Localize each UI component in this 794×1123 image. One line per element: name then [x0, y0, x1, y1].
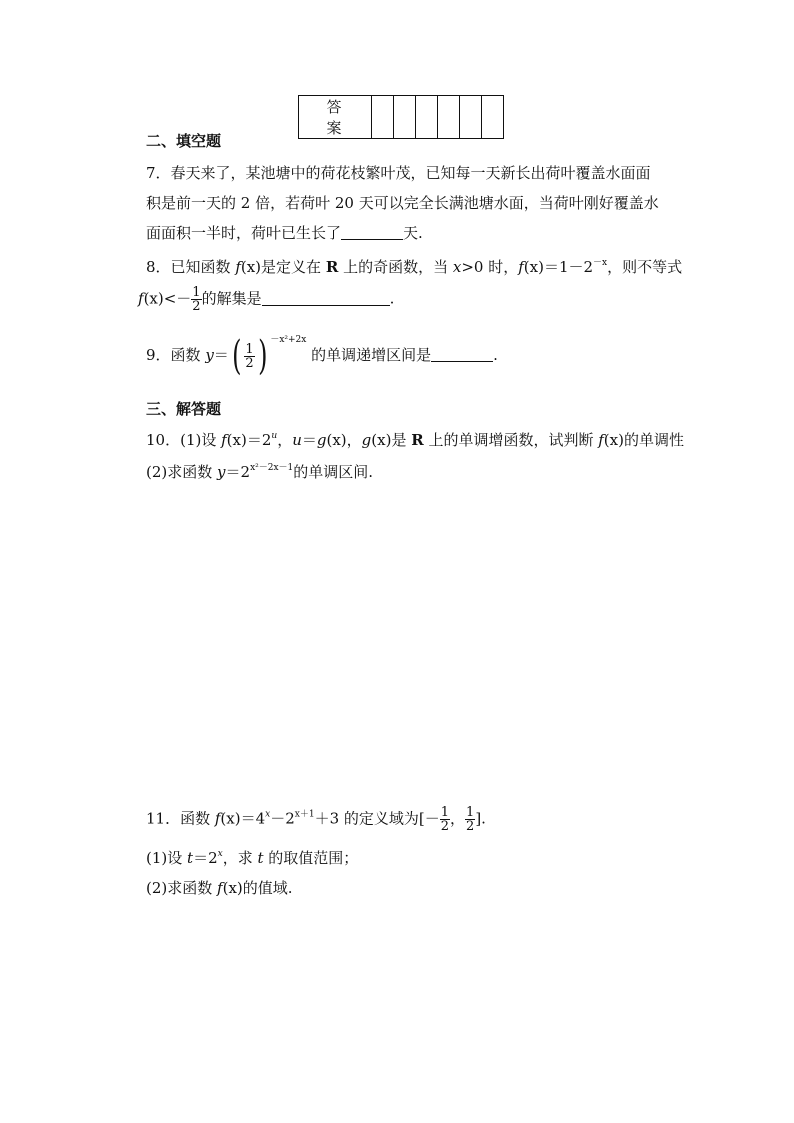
- fraction-numerator: 1: [245, 341, 254, 357]
- answer-cell[interactable]: [394, 96, 416, 139]
- q8-f: f: [235, 258, 241, 276]
- q10-text: ＝2: [225, 463, 251, 481]
- q7-line3-end: 天.: [403, 224, 423, 242]
- q11-text: ＋3 的定义域为[－: [314, 809, 440, 828]
- q8-fx: (x): [523, 258, 544, 276]
- fraction-denominator: 2: [245, 355, 254, 371]
- q8-text: 的解集是: [201, 289, 262, 308]
- left-paren-icon: (: [231, 333, 242, 379]
- right-paren-icon: ): [257, 333, 268, 379]
- q8-text: ，则不等式: [607, 258, 683, 276]
- answer-cell[interactable]: [372, 96, 394, 139]
- q8-text: 是定义在: [261, 258, 326, 276]
- q7-line3-text: 面面积一半时，荷叶已生长了: [146, 224, 342, 242]
- q11-text: (x)＝4: [220, 809, 266, 828]
- fraction-numerator: 1: [440, 805, 450, 820]
- q8-text: .: [389, 289, 395, 308]
- q9-fraction: [244, 343, 254, 370]
- q11-exponent: x: [217, 849, 223, 859]
- q9-answer-blank[interactable]: [431, 347, 493, 362]
- q10-text: 上的单调增函数，试判断: [423, 431, 599, 449]
- answer-table: [298, 95, 504, 139]
- q7-line1: 7．春天来了，某池塘中的荷花枝繁叶茂，已知每一天新长出荷叶覆盖水面面: [146, 164, 651, 182]
- q8-answer-blank[interactable]: [262, 291, 390, 306]
- q11-text: 11．函数: [146, 809, 215, 828]
- q10-text: 的单调区间.: [293, 463, 374, 481]
- q11-text: ＝2: [193, 849, 218, 867]
- q8-line1: [146, 256, 682, 277]
- q10-f: f: [221, 431, 227, 449]
- answer-cell[interactable]: [460, 96, 482, 139]
- q10-text: ＝: [301, 431, 317, 449]
- q11-f: f: [214, 809, 221, 828]
- q8-text: (x)<－: [143, 289, 192, 308]
- q11-text: 的取值范围；: [263, 849, 359, 867]
- q11-text: ，: [450, 809, 466, 828]
- q8-text: ＝1－2: [543, 258, 594, 276]
- q11-fraction: [440, 806, 450, 833]
- q7-answer-blank[interactable]: [341, 225, 403, 240]
- q11-t: t: [257, 849, 264, 867]
- answer-label: 答 案: [299, 96, 372, 139]
- q11-t: t: [187, 849, 194, 867]
- q11-fraction: [465, 806, 475, 833]
- q11-line2: [146, 847, 358, 868]
- q11-line3: [146, 877, 293, 898]
- fraction-numerator: 1: [466, 805, 475, 820]
- q11-exponent: x: [265, 809, 271, 820]
- q9-paren-fraction: [229, 333, 271, 379]
- q10-u: u: [292, 431, 302, 449]
- q8-f: f: [518, 258, 524, 276]
- q10-text: (x)是: [371, 431, 412, 449]
- q9-exponent: －x²+2x: [270, 335, 307, 345]
- q11-text: ].: [475, 809, 486, 828]
- q10-text: (x)＝2: [226, 431, 272, 449]
- q10-text: (x)的单调性: [603, 431, 684, 449]
- q10-line1: [146, 429, 684, 450]
- q10-g: g: [361, 431, 372, 449]
- q11-f: f: [217, 879, 223, 897]
- q11-text: －2: [270, 809, 295, 828]
- fraction-denominator: 2: [192, 299, 201, 314]
- q8-text: 上的奇函数，当: [338, 258, 453, 276]
- q10-R: R: [411, 431, 424, 449]
- q8-text: 8．已知函数: [146, 258, 236, 276]
- q10-text: (2)求函数: [146, 463, 218, 481]
- q11-text: ，求: [222, 849, 258, 867]
- q8-fx: (x): [240, 258, 262, 276]
- q8-f: f: [138, 289, 144, 308]
- q9-text: 9．函数: [146, 346, 206, 364]
- q10-text: (x)，: [326, 431, 362, 449]
- q11-line1: [146, 806, 486, 833]
- q10-y: y: [217, 463, 226, 481]
- q10-f: f: [598, 431, 604, 449]
- q11-exponent: x＋1: [294, 809, 315, 820]
- fraction-denominator: 2: [440, 819, 450, 834]
- q10-g: g: [316, 431, 327, 449]
- q10-exponent: x²－2x－1: [250, 463, 294, 473]
- fraction-denominator: 2: [466, 819, 475, 834]
- q8-exponent: －x: [593, 258, 608, 268]
- q9-text: .: [493, 346, 498, 364]
- q10-line2: [146, 461, 373, 482]
- q8-text: >0 时，: [461, 258, 519, 276]
- answer-cell[interactable]: [482, 96, 504, 139]
- q9-line: [146, 333, 498, 379]
- q9-y: y: [205, 346, 214, 364]
- q10-text: 10．(1)设: [146, 431, 222, 449]
- section-title-fill-in: 二、填空题: [146, 132, 222, 150]
- q7-line2: 积是前一天的 2 倍，若荷叶 20 天可以完全长满池塘水面，当荷叶刚好覆盖水: [146, 194, 659, 212]
- q9-text: ＝: [213, 346, 229, 364]
- q7-line3: [146, 222, 423, 243]
- q11-text: (2)求函数: [146, 879, 218, 897]
- q10-exponent: u: [271, 431, 278, 441]
- q11-text: (x)的值域.: [222, 879, 293, 897]
- q11-text: (1)设: [146, 849, 188, 867]
- q8-line2: [138, 286, 394, 313]
- q9-text: 的单调递增区间是: [306, 346, 432, 364]
- q8-x: x: [452, 258, 462, 276]
- q10-text: ，: [277, 431, 293, 449]
- answer-cell[interactable]: [416, 96, 438, 139]
- q8-R: R: [325, 258, 339, 276]
- fraction-numerator: 1: [192, 285, 201, 300]
- q8-fraction: [191, 286, 201, 313]
- section-title-answer: 三、解答题: [146, 400, 222, 418]
- answer-cell[interactable]: [438, 96, 460, 139]
